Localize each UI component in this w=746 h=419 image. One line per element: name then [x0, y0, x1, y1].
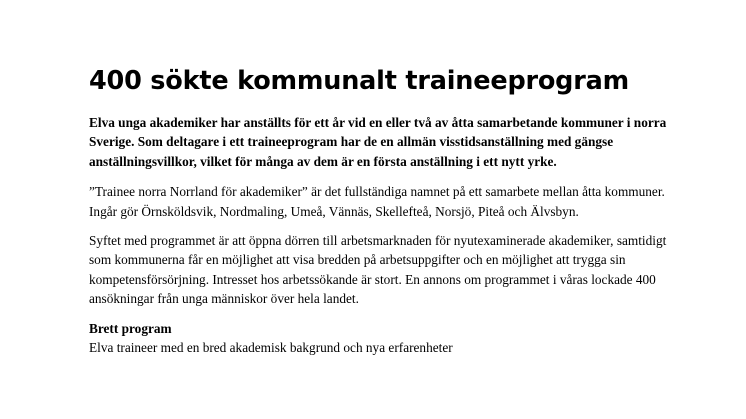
article-paragraph-3-partial: Elva traineer med en bred akademisk bakgrund och nya erfarenheter [89, 340, 453, 356]
article-paragraph-2: Syftet med programmet är att öppna dörren till arbetsmarknaden för nyutexaminerade akademiker, samtidigt som kommunerna får en möjlighet att visa bredden på arbetsuppgifter och en möjlighet att trygga sin kompetensförsörjning. Intresset hos arbetssökande är stort. En annons om programmet i våras lockade 400 ansökningar från unga människor över hela landet. [89, 233, 667, 307]
article-lead: Elva unga akademiker har anställts för ett år vid en eller två av åtta samarbetande kommuner i norra Sverige. Som deltagare i ett traineeprogram har de en allmän visstidsanställning med gängse anställningsvillkor, vilket för många av dem är en första anställning i ett nytt yrke. [89, 115, 667, 169]
article-paragraph-1: ”Trainee norra Norrland för akademiker” är det fullständiga namnet på ett samarbete mellan åtta kommuner. Ingår gör Örnsköldsvik, Nordmaling, Umeå, Vännäs, Skellefteå, Norsjö, Piteå och Älvsbyn. [89, 184, 665, 219]
article [89, 64, 669, 357]
article-subheading: Brett program [89, 320, 172, 336]
article-title: 400 sökte kommunalt traineeprogram [89, 66, 629, 96]
